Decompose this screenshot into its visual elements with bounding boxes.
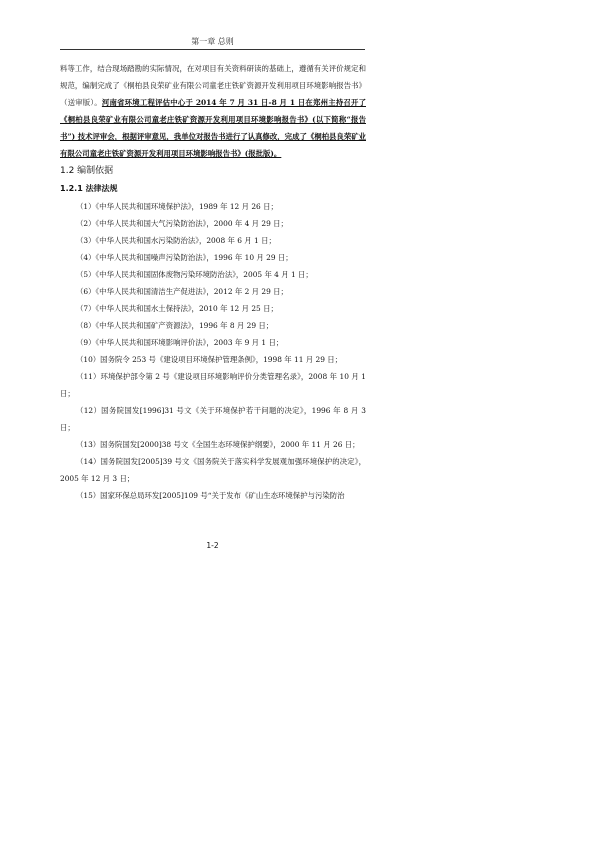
law-item: （15）国家环保总局环发[2005]109 号“关于发布《矿山生态环境保护与污染防治 — [76, 491, 345, 500]
law-item: （11）环境保护部令第 2 号《建设项目环境影响评价分类管理名录》，2008 年 10 月 1 日； — [60, 372, 366, 398]
law-item: （8）《中华人民共和国矿产资源法》，1996 年 8 月 29 日； — [76, 321, 274, 330]
law-list — [60, 198, 366, 504]
law-item: （14）国务院国发[2005]39 号文《国务院关于落实科学发展观加强环境保护的决定》，2005 年 12 月 3 日； — [60, 457, 366, 483]
intro-paragraph — [60, 60, 366, 162]
law-item: （13）国务院国发[2000]38 号文《全国生态环境保护纲要》，2000 年 11 月 26 日； — [76, 440, 360, 449]
law-item: （9）《中华人民共和国环境影响评价法》，2003 年 9 月 1 日； — [76, 338, 284, 347]
law-item: （3）《中华人民共和国水污染防治法》，2008 年 6 月 1 日； — [76, 236, 276, 245]
law-item: （6）《中华人民共和国清洁生产促进法》，2012 年 2 月 29 日； — [76, 287, 288, 296]
subsection-heading: 1.2.1 法律法规 — [60, 184, 118, 193]
law-item: （12）国务院国发[1996]31 号文《关于环境保护若干问题的决定》，1996 年 8 月 3 日； — [60, 406, 366, 432]
running-header: 第一章 总则 — [191, 37, 234, 46]
intro-plain-text: 料等工作，结合现场踏勘的实际情况，在对项目有关资料研读的基础上，遵循有关评价规定和规范，编制完成了《桐柏县良荣矿业有限公司童老庄铁矿资源开发利用项目环境影响报告书》（送审版）。 — [60, 64, 366, 107]
law-item: （2）《中华人民共和国大气污染防治法》，2000 年 4 月 29 日； — [76, 219, 288, 228]
law-item: （5）《中华人民共和国固体废物污染环境防治法》，2005 年 4 月 1 日； — [76, 270, 313, 279]
law-item: （7）《中华人民共和国水土保持法》，2010 年 12 月 25 日； — [76, 304, 278, 313]
law-item: （10）国务院令 253 号《建设项目环境保护管理条例》，1998 年 11 月 29 日； — [76, 355, 343, 364]
intro-emphasis-text: 河南省环境工程评估中心于 2014 年 7 月 31 日-8 月 1 日在郑州主持召开了《桐柏县良荣矿业有限公司童老庄铁矿资源开发利用项目环境影响报告书》(以下简称“报告书”) 技术评审会，根据评审意见，我单位对报告书进行了认真修改，完成了《桐柏县良荣矿业有限公司童老庄铁矿资源开发利用项目环境影响报告书》(报批版)。 — [60, 98, 366, 158]
section-heading: 1.2 编制依据 — [60, 166, 114, 176]
header-rule — [60, 49, 365, 50]
law-item: （4）《中华人民共和国噪声污染防治法》，1996 年 10 月 29 日； — [76, 253, 293, 262]
page-number: 1-2 — [206, 541, 219, 550]
page-body — [60, 60, 366, 504]
law-item: （1）《中华人民共和国环境保护法》，1989 年 12 月 26 日； — [76, 202, 278, 211]
